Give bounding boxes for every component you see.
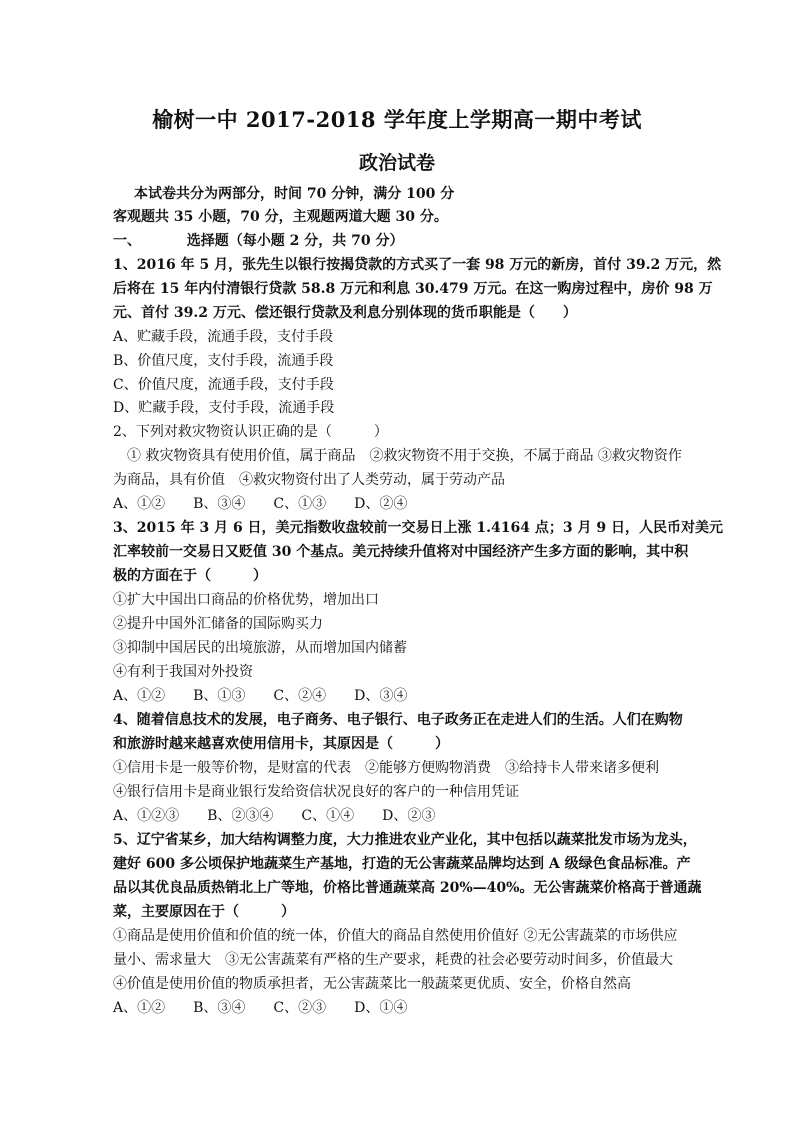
q5-stem-line-3: 品以其优良品质热销北上广等地，价格比普通蔬菜高 20%—40%。无公害蔬菜价格高于普通蔬 <box>113 880 702 896</box>
q2-statements-line-2: 为商品，具有价值 ④救灾物资付出了人类劳动，属于劳动产品 <box>113 472 505 488</box>
intro-line-1: 本试卷共分为两部分，时间 70 分钟，满分 100 分 <box>134 186 455 202</box>
q5-stem-line-1: 5、辽宁省某乡，加大结构调整力度，大力推进农业产业化，其中包括以蔬菜批发市场为龙头， <box>113 832 697 848</box>
q2-stem-line-1: 2、下列对救灾物资认识正确的是（ ） <box>113 424 388 440</box>
q5-statements-line-1: ①商品是使用价值和价值的统一体，价值大的商品自然使用价值好 ②无公害蔬菜的市场供应 <box>113 928 678 944</box>
q1-option-b: B、价值尺度，支付手段，流通手段 <box>113 353 334 369</box>
section-label: 选择题（每小题 2 分，共 70 分） <box>186 233 404 249</box>
q3-statement-3: ③抑制中国居民的出境旅游，从而增加国内储蓄 <box>113 640 407 656</box>
q3-statement-1: ①扩大中国出口商品的价格优势，增加出口 <box>113 592 379 608</box>
q2-answer-choices: A、①② B、③④ C、①③ D、②④ <box>113 496 408 512</box>
q1-option-d: D、贮藏手段，支付手段，流通手段 <box>113 400 335 416</box>
section-heading <box>113 230 713 252</box>
q5-answer-choices: A、①② B、③④ C、②③ D、①④ <box>113 1000 408 1016</box>
section-number: 一、 <box>113 233 141 249</box>
q1-option-a: A、贮藏手段，流通手段，支付手段 <box>113 329 334 345</box>
q5-statements-line-2: 量小、需求量大 ③无公害蔬菜有严格的生产要求，耗费的社会必要劳动时间多，价值最大 <box>113 952 673 968</box>
q5-statements-line-3: ④价值是使用价值的物质承担者，无公害蔬菜比一般蔬菜更优质、安全，价格自然高 <box>113 976 631 992</box>
q3-answer-choices: A、①② B、①③ C、②④ D、③④ <box>113 688 408 704</box>
q4-statements-line-2: ④银行信用卡是商业银行发给资信状况良好的客户的一种信用凭证 <box>113 784 519 800</box>
q4-stem-line-1: 4、随着信息技术的发展，电子商务、电子银行、电子政务正在走进人们的生活。人们在购物 <box>113 712 683 728</box>
exam-title: 榆树一中 2017-2018 学年度上学期高一期中考试 <box>152 107 642 132</box>
q1-stem-line-2: 后将在 15 年内付清银行贷款 58.8 万元和利息 30.479 万元。在这一购房过程中，房价 98 万 <box>113 281 713 297</box>
q3-stem-line-3: 极的方面在于（ ） <box>113 568 267 584</box>
q1-stem-line-3: 元、首付 39.2 万元、偿还银行贷款及利息分别体现的货币职能是（ ） <box>113 305 577 321</box>
q3-statement-4: ④有利于我国对外投资 <box>113 664 253 680</box>
q4-statements-line-1: ①信用卡是一般等价物，是财富的代表 ②能够方便购物消费 ③给持卡人带来诸多便利 <box>113 760 659 776</box>
q1-option-c: C、价值尺度，流通手段，支付手段 <box>113 377 334 393</box>
exam-subtitle: 政治试卷 <box>358 152 435 174</box>
intro-line-2: 客观题共 35 小题，70 分，主观题两道大题 30 分。 <box>113 209 448 225</box>
q5-stem-line-2: 建好 600 多公顷保护地蔬菜生产基地，打造的无公害蔬菜品牌均达到 A 级绿色食品标准。产 <box>113 856 691 872</box>
q1-stem-line-1: 1、2016 年 5 月，张先生以银行按揭贷款的方式买了一套 98 万元的新房，首付 39.2 万元，然 <box>113 257 722 273</box>
q2-statements-line-1: ① 救灾物资具有使用价值，属于商品 ②救灾物资不用于交换，不属于商品 ③救灾物资作 <box>113 448 682 464</box>
q5-stem-line-4: 菜，主要原因在于（ ） <box>113 904 295 920</box>
q3-stem-line-2: 汇率较前一交易日又贬值 30 个基点。美元持续升值将对中国经济产生多方面的影响，其中积 <box>113 544 689 560</box>
q3-stem-line-1: 3、2015 年 3 月 6 日，美元指数收盘较前一交易日上涨 1.4164 点；3 月 9 日，人民币对美元 <box>113 520 723 536</box>
q4-answer-choices: A、①②③ B、②③④ C、①④ D、②③ <box>113 808 436 824</box>
q3-statement-2: ②提升中国外汇储备的国际购买力 <box>113 616 323 632</box>
q4-stem-line-2: 和旅游时越来越喜欢使用信用卡，其原因是（ ） <box>113 736 449 752</box>
